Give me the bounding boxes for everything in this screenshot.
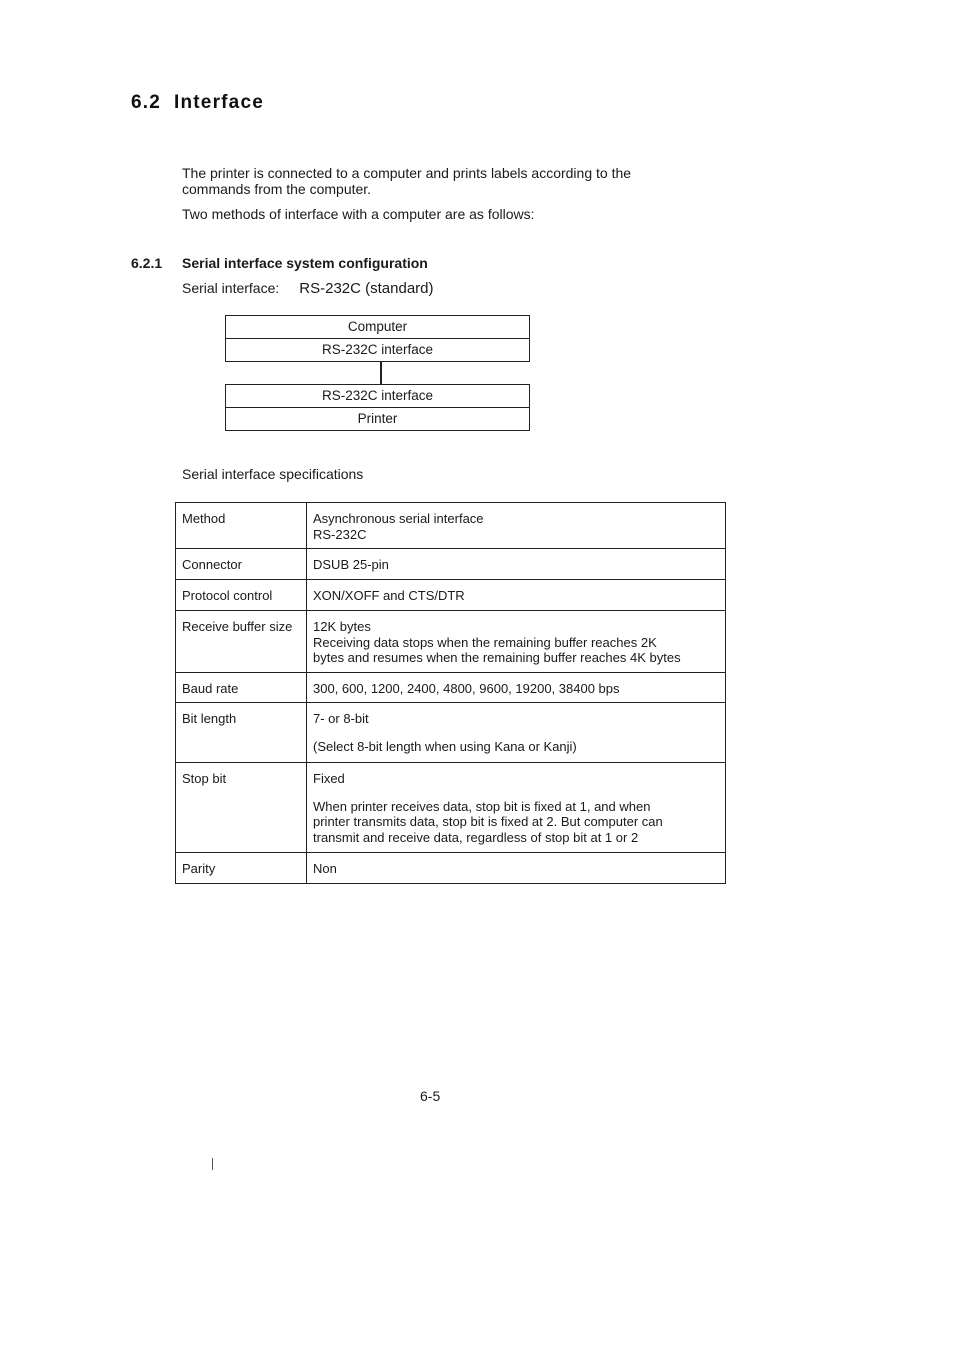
spec-line: RS-232C bbox=[313, 526, 367, 542]
table-row bbox=[176, 672, 726, 703]
spec-value bbox=[307, 549, 726, 580]
page-number: 6-5 bbox=[420, 1088, 441, 1104]
table-row bbox=[176, 549, 726, 580]
computer-block bbox=[225, 315, 530, 362]
spec-value bbox=[307, 503, 726, 549]
section-title-text: Interface bbox=[173, 92, 264, 113]
spec-value bbox=[307, 580, 726, 611]
spec-value bbox=[307, 672, 726, 703]
interface-line bbox=[182, 280, 434, 297]
spec-note: When printer receives data, stop bit is fixed at 1, and when bbox=[313, 798, 651, 814]
spec-line: XON/XOFF and CTS/DTR bbox=[313, 588, 465, 603]
spec-label: Connector bbox=[176, 549, 307, 580]
table-row bbox=[176, 611, 726, 673]
spec-note: (Select 8-bit length when using Kana or Kanji) bbox=[313, 738, 577, 754]
spec-label: Method bbox=[176, 503, 307, 549]
table-row bbox=[176, 763, 726, 853]
intro-line: The printer is connected to a computer and prints labels according to the bbox=[182, 165, 632, 181]
spec-value bbox=[307, 703, 726, 763]
spec-note: transmit and receive data, regardless of stop bit at 1 or 2 bbox=[313, 829, 639, 845]
intro-paragraph-2: Two methods of interface with a computer are as follows: bbox=[182, 206, 535, 222]
spec-line: 12K bytes bbox=[313, 619, 371, 634]
interface-value: RS-232C (standard) bbox=[299, 280, 434, 297]
margin-mark bbox=[212, 1158, 213, 1170]
spec-line: Fixed bbox=[313, 771, 345, 786]
spec-value bbox=[307, 611, 726, 673]
spec-label: Stop bit bbox=[176, 763, 307, 853]
printer-interface-label: RS-232C interface bbox=[321, 388, 434, 403]
spec-line: Receiving data stops when the remaining buffer reaches 2K bbox=[313, 634, 657, 650]
specs-heading: Serial interface specifications bbox=[182, 466, 364, 482]
spec-note: printer transmits data, stop bit is fixed at 2. But computer can bbox=[313, 814, 663, 829]
printer-block bbox=[225, 384, 530, 431]
spec-label: Parity bbox=[176, 853, 307, 884]
computer-block-label: Computer bbox=[347, 319, 408, 334]
spec-line: Asynchronous serial interface bbox=[313, 511, 484, 526]
interface-label: Serial interface: bbox=[182, 280, 280, 296]
connection-line bbox=[380, 361, 382, 384]
spec-label: Receive buffer size bbox=[176, 611, 307, 673]
table-row bbox=[176, 503, 726, 549]
table-row bbox=[176, 703, 726, 763]
spec-line: DSUB 25-pin bbox=[313, 557, 389, 572]
spec-line: 300, 600, 1200, 2400, 4800, 9600, 19200, 38400 bps bbox=[313, 680, 620, 696]
spec-label: Bit length bbox=[176, 703, 307, 763]
spec-value bbox=[307, 763, 726, 853]
spec-line: Non bbox=[313, 861, 337, 876]
subsection-number: 6.2.1 bbox=[131, 255, 163, 271]
table-row bbox=[176, 580, 726, 611]
printer-block-label: Printer bbox=[226, 407, 529, 430]
intro-line: commands from the computer. bbox=[182, 181, 372, 197]
spec-value bbox=[307, 853, 726, 884]
section-title bbox=[131, 92, 264, 114]
spec-label: Protocol control bbox=[176, 580, 307, 611]
spec-line: 7- or 8-bit bbox=[313, 711, 369, 726]
spec-label: Baud rate bbox=[176, 672, 307, 703]
intro-paragraph-1 bbox=[182, 165, 631, 197]
spec-table bbox=[175, 502, 726, 884]
section-number: 6.2 bbox=[131, 92, 162, 113]
subsection-title bbox=[131, 255, 428, 271]
computer-interface-label: RS-232C interface bbox=[226, 338, 529, 361]
spec-line: bytes and resumes when the remaining buffer reaches 4K bytes bbox=[313, 650, 681, 665]
table-row bbox=[176, 853, 726, 884]
subsection-title-text: Serial interface system configuration bbox=[182, 255, 428, 271]
